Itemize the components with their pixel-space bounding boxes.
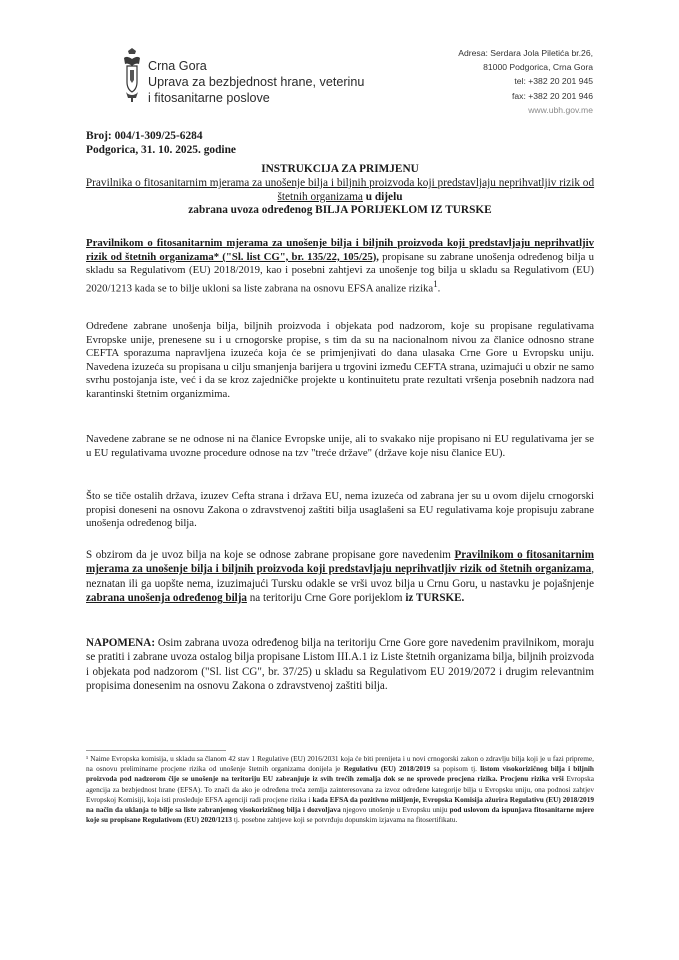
footnote-emphasis: pod uslovom da ispunjava fitosanitarne mjere koje su propisane Regulativom (EU) 2020/1213 xyxy=(86,805,594,825)
note-label: NAPOMENA: xyxy=(86,637,156,649)
paragraph-other-states: Što se tiče ostalih država, izuzev Cefta strana i država EU, nema izuzeća od zabrana jer su u ovom dijelu crnogorski propisi doneseni na osnovu Zakona o zdravstvenoj zaštiti bilja usaglašeni sa EU regulativama koje propisuju zabrane unošenja određenog bilja. xyxy=(86,490,594,530)
regulation-reference: Pravilnikom o fitosanitarnim mjerama za unošenje bilja i biljnih proizvoda koji predstavljaju neprihvatljiv rizik od štetnih organizama* ("Sl. list CG", br. 135/22, 105/25), xyxy=(86,237,594,263)
paragraph-text: Osim zabrana uvoza određenog bilja na teritoriju Crne Gore gore navedenim pravilnikom, moraju se pratiti i zabrane uvoza ostalog bilja propisane Listom III.A.1 iz Liste štetnih organizama bilja, biljnih proizvoda i objekata pod nadzorom ("Sl. list CG", br. 37/25) u skladu sa Regulativom EU 2019/2072 i drugim relevantnim propisima donesenim na osnovu Zakona o zdravstvenoj zaštiti bilja. xyxy=(86,637,594,693)
subtitle-suffix: u dijelu xyxy=(362,190,403,203)
address-line: Adresa: Serdara Jola Piletića br.26, xyxy=(458,48,593,58)
subtitle-regulation: Pravilnika o fitosanitarnim mjerama za unošenje bilja i biljnih proizvoda koji predstavljaju neprihvatljiv rizik od štetnih organizama xyxy=(85,177,595,203)
org-line: Uprava za bezbjednost hrane, veterinu xyxy=(148,75,365,90)
organization-name xyxy=(148,58,364,107)
footnote-divider xyxy=(86,750,226,751)
fax-line: fax: +382 20 201 946 xyxy=(512,90,593,101)
footnote-text: Evropska agencija za bezbjednost hrane (EFSA). To znači da ako je određena treća zemlja zainteresovana za izvoz određene kategorije bilja u Evropsku uniju, ona podnosi zahtjev Evropskoj Komisiji, koja isti prosleđuje EFSA agenciji radi procjene rizika i xyxy=(86,774,595,804)
footnote-text: tj. posebne zahtjeve koji se potvrđuju dopunskim izjavama na fitosertifikatu. xyxy=(232,815,458,825)
footnote-text: Naime Evropska komisija, u skladu sa članom 42 stav 1 Regulative (EU) 2016/2031 koja će biti prenijeta i u novi crnogorski zakon o zdravlju bilja koji je u fazi pripreme, na osnovu preliminarne procjene rizika od unošenje štetnih organizama donijela je xyxy=(86,754,594,774)
contact-address-block xyxy=(458,46,593,117)
footnote-emphasis: kada EFSA da pozitivno mišljenje, Evropska Komisija ažurira Regulativu (EU) 2018/2019 na način da uklanja to bilje sa liste zabranjenog visokorizičnog bilja i dozvoljava xyxy=(86,794,594,815)
emphasis-text: iz TURSKE. xyxy=(405,592,465,605)
regulation-reference: Pravilnikom o fitosanitarnim mjerama za unošenje bilja i biljnih proizvoda koji predstavljaju neprihvatljiv rizik od štetnih organizama xyxy=(86,549,594,576)
document-place-date: Podgorica, 31. 10. 2025. godine xyxy=(86,144,236,157)
footnote-text: njegovo unošenje u Evropsku uniju xyxy=(340,805,450,815)
paragraph-text: na teritoriju Crne Gore porijeklom xyxy=(246,592,406,605)
address-line: 81000 Podgorica, Crna Gora xyxy=(483,62,593,73)
paragraph-cefta-exemptions: Određene zabrane unošenja bilja, biljnih proizvoda i objekata pod nadzorom, koje su propisane regulativama Evropske unije, prenesene su i u crnogorske propise, s tim da su na nacionalnom nivou za članice odnosno strane CEFTA sporazuma napravljena izuzeća koja će se primjenjivati do dana ulasaka Crne Gore u Evropsku uniju. Navedena izuzeća su propisana u cilju smanjenja barijera u trgovini između CEFTA strana, uzimajući u obzir ne samo svrhu postojanja iste, već i da se kroz zajedničke projekte u kontinuitetu prate rezultati vršenja posebnih nadzora nad karantinski štetnim organizmima. xyxy=(86,320,594,400)
document-reference xyxy=(86,129,236,158)
paragraph-end: . xyxy=(437,282,441,295)
document-subtitle xyxy=(80,177,600,204)
org-line: i fitosanitarne poslove xyxy=(148,91,270,106)
paragraph-note xyxy=(86,636,594,694)
phone-line: tel: +382 20 201 945 xyxy=(514,76,593,87)
footnote-marker: 1 xyxy=(433,278,438,289)
paragraph-eu-members: Navedene zabrane se ne odnose ni na članice Evropske unije, ali to svakako nije propisano ni EU regulativama jer se u EU regulativama uvozne procedure odnose na tzv "treće države" (države koje nisu članice EU). xyxy=(86,433,594,459)
website-link[interactable]: www.ubh.gov.me xyxy=(528,104,593,115)
document-subject: zabrana uvoza određenog BILJA PORIJEKLOM IZ TURSKE xyxy=(188,204,492,216)
footnote-text: sa popisom tj. xyxy=(430,764,481,774)
footnote xyxy=(86,754,594,825)
footnote-emphasis: listom visokorizičnog bilja i biljnih proizvoda pod nadzorom čije se unošenje na teritoriju EU zabranjuje iz svih trećih zemalja dok se ne sprovede procjena rizika. Procjenu rizika vrši xyxy=(86,764,594,784)
document-number: Broj: 004/1-309/25-6284 xyxy=(86,130,203,142)
coat-of-arms-icon xyxy=(122,48,142,102)
document-title: INSTRUKCIJA ZA PRIMJENU xyxy=(261,163,419,175)
footnote-emphasis: Regulativu (EU) 2018/2019 xyxy=(343,764,431,774)
paragraph-text: S obzirom da je uvoz bilja na koje se odnose zabrane propisane gore navedenim xyxy=(86,549,455,561)
paragraph-text: , neznatan ili ga uopšte nema, izuzimajući Tursku odakle se vrši uvoz bilja u Crnu Goru, u nastavku je pojašnjenje xyxy=(86,563,594,590)
footnote-marker: ¹ xyxy=(86,754,89,763)
paragraph-turkey xyxy=(86,548,594,606)
paragraph-regulation-basis xyxy=(86,237,594,296)
emphasis-text: zabrana unošenja određenog bilja xyxy=(86,592,247,605)
org-line: Crna Gora xyxy=(148,59,207,73)
paragraph-text: propisane su zabrane unošenja određenog bilja u skladu sa Regulativom (EU) 2018/2019, kao i posebni zahtjevi za unošenje tog bilja u skladu sa Regulativom (EU) 2020/1213 kada se to bilje ukloni sa liste zabrana na osnovu EFSA analize rizika xyxy=(86,250,594,295)
